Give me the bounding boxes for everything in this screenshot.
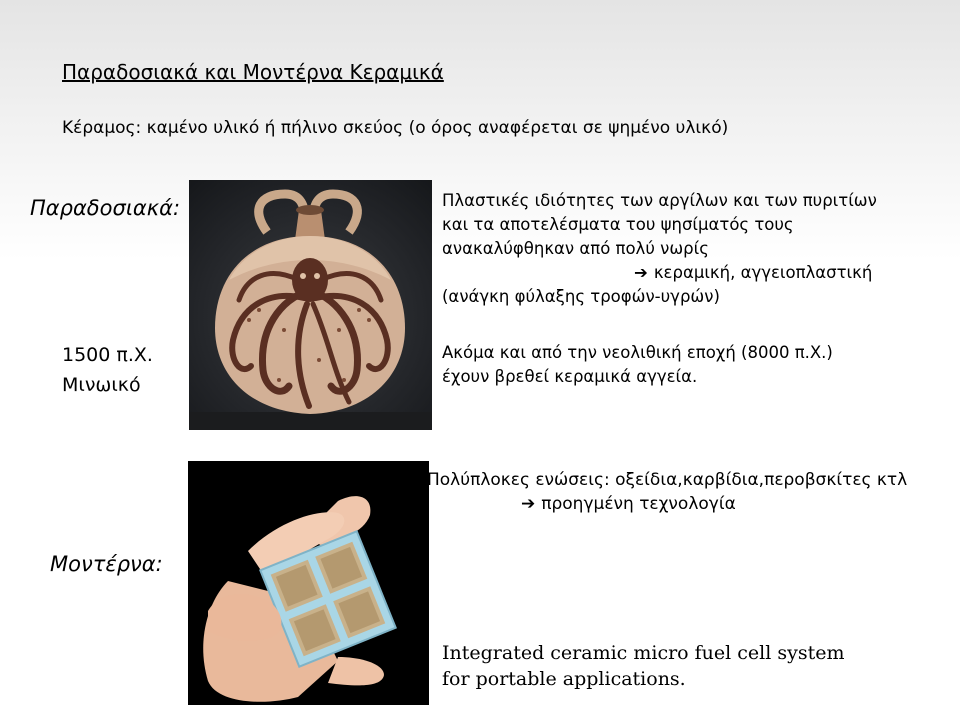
traditional-desc-line2: και τα αποτελέσματα του ψησίματός τους [442,215,794,234]
neolithic-desc-line1: Ακόμα και από την νεολιθική εποχή (8000 π.Χ.) [442,343,833,362]
slide-title: Παραδοσιακά και Μοντέρνα Κεραμικά [62,60,444,84]
traditional-desc-line3: ανακαλύφθηκαν από πολύ νωρίς [442,239,709,258]
traditional-description [442,189,877,309]
fuel-cell-caption [442,640,844,692]
traditional-desc-line5: (ανάγκη φύλαξης τροφών-υγρών) [442,287,720,306]
ceramic-fuel-cell-image [188,461,429,705]
fuel-cell-caption-line2: for portable applications. [442,668,686,690]
neolithic-description [442,341,833,389]
arrow-right-icon: ➔ [634,263,648,282]
slide-subtitle: Κέραμος: καμένο υλικό ή πήλινο σκεύος (ο όρος αναφέρεται σε ψημένο υλικό) [62,118,729,138]
traditional-desc-arrow-text: κεραμική, αγγειοπλαστική [653,263,873,282]
modern-desc-arrow-text: προηγμένη τεχνολογία [541,494,736,514]
neolithic-desc-line2: έχουν βρεθεί κεραμικά αγγεία. [442,367,698,386]
fuel-cell-caption-line1: Integrated ceramic micro fuel cell system [442,642,845,664]
traditional-period: Μινωικό [62,374,141,396]
modern-desc-arrow-line [427,492,907,516]
traditional-desc-arrow-line [442,261,877,285]
traditional-date: 1500 π.Χ. [62,344,153,366]
modern-description [427,468,907,516]
arrow-right-icon: ➔ [521,494,536,514]
traditional-desc-line1: Πλαστικές ιδιότητες των αργίλων και των πυριτίων [442,191,877,210]
minoan-vase-image [189,180,432,430]
traditional-label: Παραδοσιακά: [30,196,181,220]
modern-desc-line1: Πολύπλοκες ενώσεις: οξείδια,καρβίδια,περοβσκίτες κτλ [427,470,908,490]
modern-label: Μοντέρνα: [50,552,163,576]
